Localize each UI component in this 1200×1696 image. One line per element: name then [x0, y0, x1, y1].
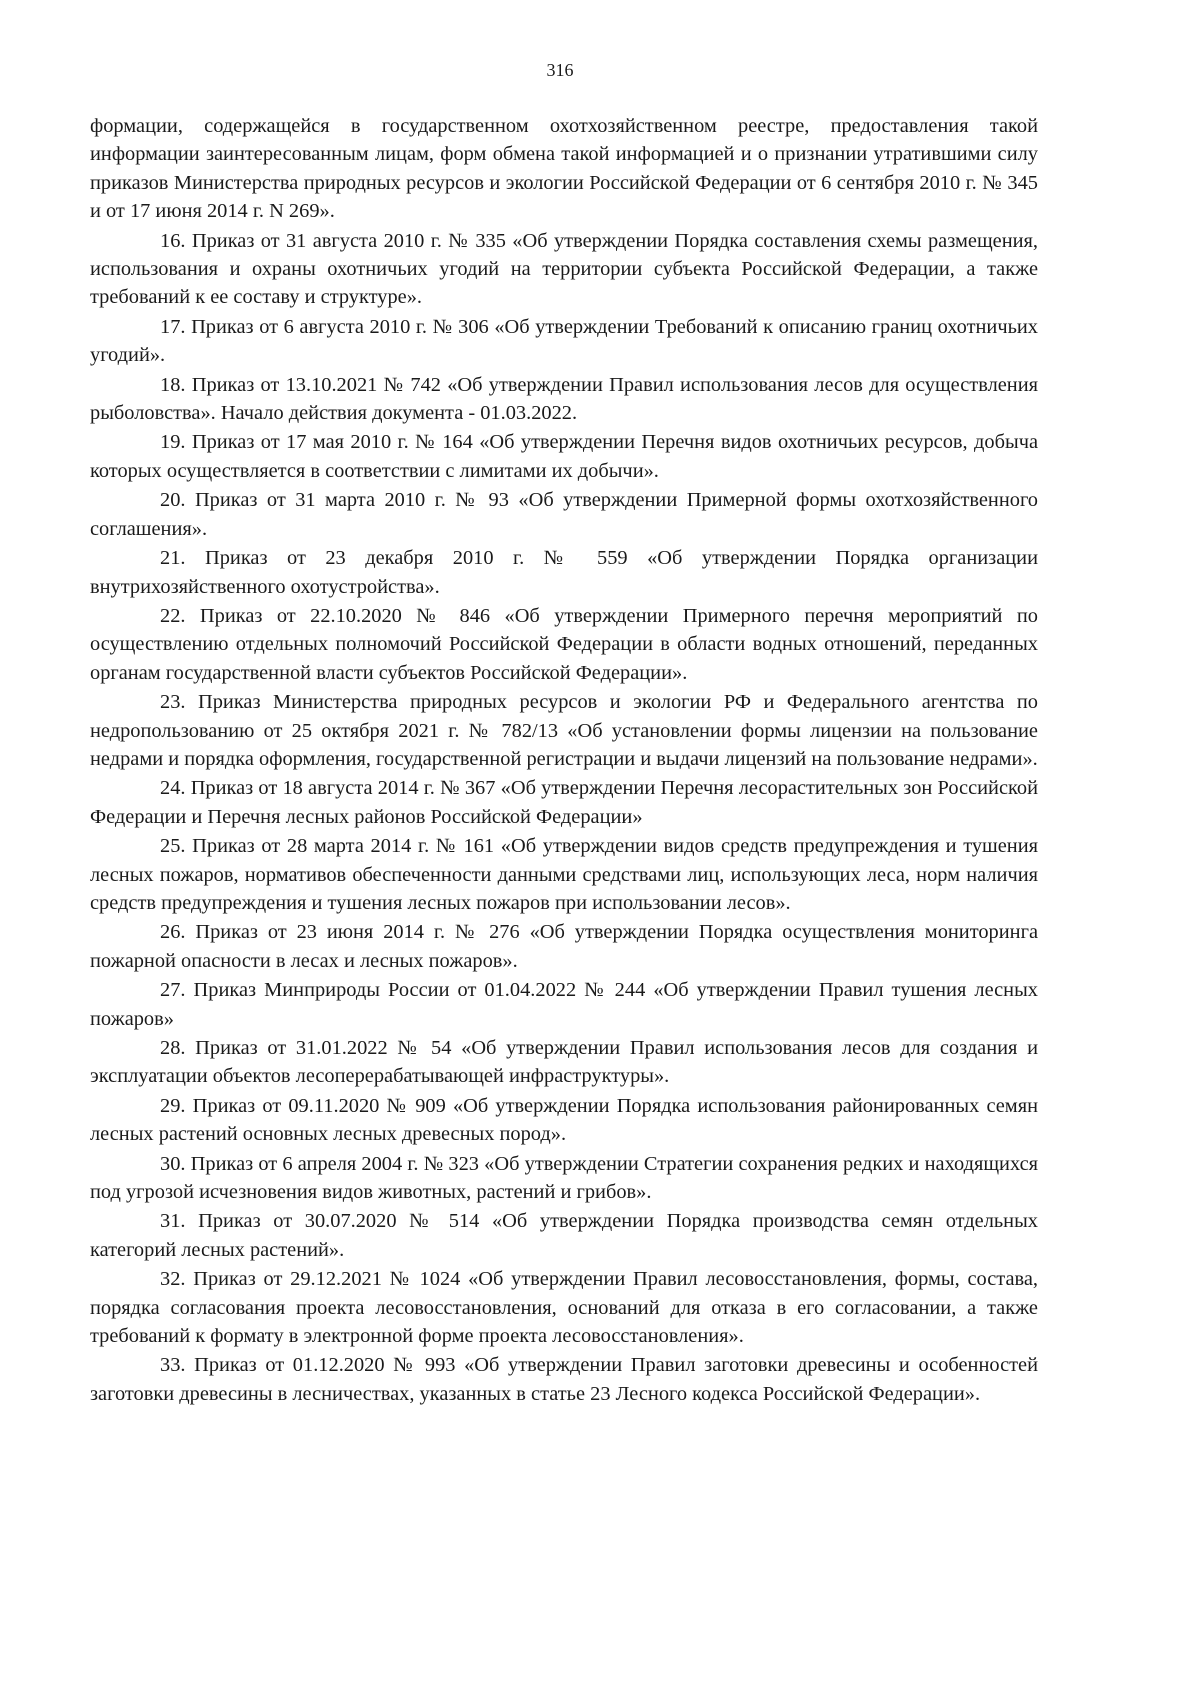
list-item: 25. Приказ от 28 марта 2014 г. № 161 «Об утверждении видов средств предупреждения и тушения лесных пожаров, нормативов обеспеченности данными средствами лиц, использующих леса, норм наличия средств предупреждения и тушения лесных пожаров при использовании лесов».: [90, 835, 1038, 914]
list-item: 23. Приказ Министерства природных ресурсов и экологии РФ и Федерального агентства по недропользованию от 25 октября 2021 г. № 782/13 «Об установлении формы лицензии на пользование недрами и порядка оформления, государственной регистрации и выдачи лицензий на пользование недрами».: [90, 691, 1038, 770]
list-item: 26. Приказ от 23 июня 2014 г. № 276 «Об утверждении Порядка осуществления мониторинга пожарной опасности в лесах и лесных пожаров».: [90, 921, 1038, 972]
list-item: 29. Приказ от 09.11.2020 № 909 «Об утверждении Порядка использования районированных семян лесных растений основных лесных древесных пород».: [90, 1094, 1038, 1146]
list-item: 31. Приказ от 30.07.2020 № 514 «Об утверждении Порядка производства семян отдельных категорий лесных растений».: [90, 1210, 1038, 1261]
list-item: 22. Приказ от 22.10.2020 № 846 «Об утверждении Примерного перечня мероприятий по осуществлению отдельных полномочий Российской Федерации в области водных отношений, переданных органам государственной власти субъектов Российской Федерации».: [90, 604, 1038, 684]
list-item: 21. Приказ от 23 декабря 2010 г. № 559 «Об утверждении Порядка организации внутрихозяйственного охотустройства».: [90, 547, 1038, 598]
list-item: 30. Приказ от 6 апреля 2004 г. № 323 «Об утверждении Стратегии сохранения редких и находящихся под угрозой исчезновения видов животных, растений и грибов».: [90, 1152, 1038, 1204]
list-item: 28. Приказ от 31.01.2022 № 54 «Об утверждении Правил использования лесов для создания и эксплуатации объектов лесоперерабатывающей инфраструктуры».: [90, 1037, 1038, 1088]
list-item: 17. Приказ от 6 августа 2010 г. № 306 «Об утверждении Требований к описанию границ охотничьих угодий».: [90, 315, 1038, 367]
list-item: 16. Приказ от 31 августа 2010 г. № 335 «Об утверждении Порядка составления схемы размещения, использования и охраны охотничьих угодий на территории субъекта Российской Федерации, а также требований к ее составу и структуре».: [90, 229, 1038, 309]
list-item: 24. Приказ от 18 августа 2014 г. № 367 «Об утверждении Перечня лесорастительных зон Российской Федерации и Перечня лесных районов Российской Федерации»: [90, 777, 1038, 828]
paragraph: формации, содержащейся в государственном охотхозяйственном реестре, предоставления такой информации заинтересованным лицам, форм обмена такой информацией и о признании утратившими силу приказов Министерства природных ресурсов и экологии Российской Федерации от 6 сентября 2010 г. № 345 и от 17 июня 2014 г. N 269».: [90, 115, 1038, 223]
list-item: 18. Приказ от 13.10.2021 № 742 «Об утверждении Правил использования лесов для осуществления рыболовства». Начало действия документа - 01.03.2022.: [90, 373, 1038, 425]
list-item: 20. Приказ от 31 марта 2010 г. № 93 «Об утверждении Примерной формы охотхозяйственного соглашения».: [90, 489, 1038, 540]
page-number: 316: [546, 60, 574, 80]
list-item: 33. Приказ от 01.12.2020 № 993 «Об утверждении Правил заготовки древесины и особенностей заготовки древесины в лесничествах, указанных в статье 23 Лесного кодекса Российской Федерации».: [90, 1354, 1038, 1405]
list-item: 19. Приказ от 17 мая 2010 г. № 164 «Об утверждении Перечня видов охотничьих ресурсов, добыча которых осуществляется в соответствии с лимитами их добычи».: [90, 431, 1038, 482]
list-item: 32. Приказ от 29.12.2021 № 1024 «Об утверждении Правил лесовосстановления, формы, состава, порядка согласования проекта лесовосстановления, оснований для отказа в его согласовании, а также требований к формату в электронной форме проекта лесовосстановления».: [90, 1268, 1038, 1348]
list-item: 27. Приказ Минприроды России от 01.04.2022 № 244 «Об утверждении Правил тушения лесных пожаров»: [90, 979, 1038, 1030]
document-body: [90, 112, 1038, 1409]
